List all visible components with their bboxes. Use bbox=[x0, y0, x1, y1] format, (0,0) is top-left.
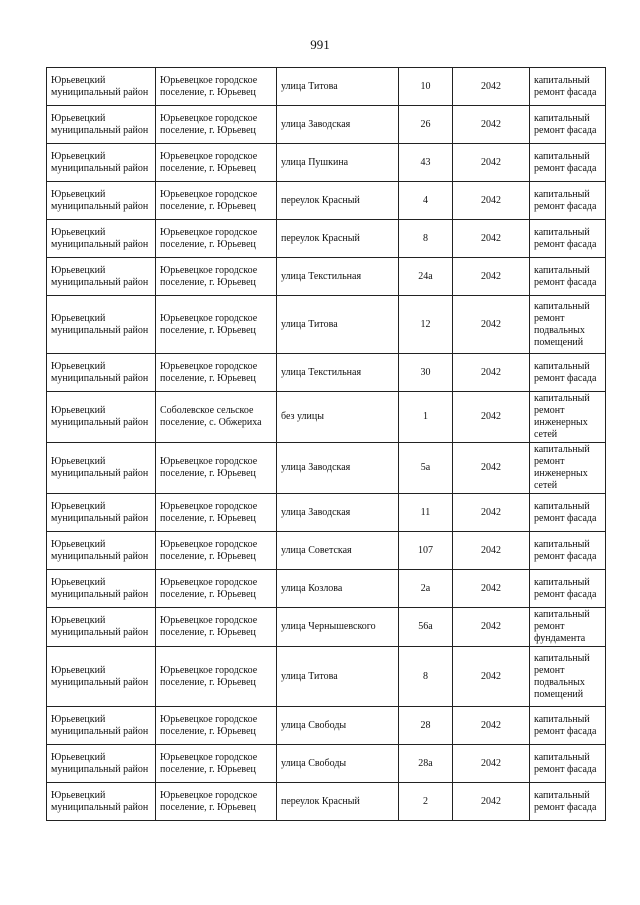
house-number-cell: 5а bbox=[399, 443, 453, 494]
table-row bbox=[47, 532, 606, 570]
year-cell: 2042 bbox=[453, 443, 530, 494]
page-number: 991 bbox=[310, 37, 330, 52]
work-type-cell: капитальный ремонт фасада bbox=[530, 532, 606, 570]
year-cell: 2042 bbox=[453, 494, 530, 532]
district-cell: Юрьевецкий муниципальный район bbox=[47, 570, 156, 608]
table-row bbox=[47, 707, 606, 745]
work-type-cell: капитальный ремонт фасада bbox=[530, 745, 606, 783]
settlement-cell: Юрьевецкое городское поселение, г. Юрьевец bbox=[156, 494, 277, 532]
district-cell: Юрьевецкий муниципальный район bbox=[47, 745, 156, 783]
year-cell: 2042 bbox=[453, 144, 530, 182]
district-cell: Юрьевецкий муниципальный район bbox=[47, 443, 156, 494]
district-cell: Юрьевецкий муниципальный район bbox=[47, 647, 156, 707]
table-row bbox=[47, 647, 606, 707]
settlement-cell: Юрьевецкое городское поселение, г. Юрьевец bbox=[156, 258, 277, 296]
table-row bbox=[47, 443, 606, 494]
work-type-cell: капитальный ремонт инженерных сетей bbox=[530, 443, 606, 494]
district-cell: Юрьевецкий муниципальный район bbox=[47, 494, 156, 532]
year-cell: 2042 bbox=[453, 783, 530, 821]
year-cell: 2042 bbox=[453, 392, 530, 443]
house-number-cell: 1 bbox=[399, 392, 453, 443]
settlement-cell: Юрьевецкое городское поселение, г. Юрьевец bbox=[156, 68, 277, 106]
district-cell: Юрьевецкий муниципальный район bbox=[47, 220, 156, 258]
work-type-cell: капитальный ремонт фасада bbox=[530, 707, 606, 745]
district-cell: Юрьевецкий муниципальный район bbox=[47, 296, 156, 354]
settlement-cell: Юрьевецкое городское поселение, г. Юрьевец bbox=[156, 707, 277, 745]
work-type-cell: капитальный ремонт фасада bbox=[530, 783, 606, 821]
street-cell: улица Текстильная bbox=[277, 354, 399, 392]
street-cell: улица Козлова bbox=[277, 570, 399, 608]
district-cell: Юрьевецкий муниципальный район bbox=[47, 144, 156, 182]
table-row bbox=[47, 106, 606, 144]
settlement-cell: Юрьевецкое городское поселение, г. Юрьевец bbox=[156, 647, 277, 707]
year-cell: 2042 bbox=[453, 106, 530, 144]
street-cell: переулок Красный bbox=[277, 182, 399, 220]
street-cell: без улицы bbox=[277, 392, 399, 443]
table-row bbox=[47, 144, 606, 182]
district-cell: Юрьевецкий муниципальный район bbox=[47, 532, 156, 570]
street-cell: улица Свободы bbox=[277, 707, 399, 745]
work-type-cell: капитальный ремонт фасада bbox=[530, 494, 606, 532]
street-cell: улица Титова bbox=[277, 68, 399, 106]
work-type-cell: капитальный ремонт фасада bbox=[530, 68, 606, 106]
street-cell: улица Титова bbox=[277, 647, 399, 707]
year-cell: 2042 bbox=[453, 258, 530, 296]
house-number-cell: 43 bbox=[399, 144, 453, 182]
street-cell: улица Пушкина bbox=[277, 144, 399, 182]
street-cell: переулок Красный bbox=[277, 220, 399, 258]
house-number-cell: 10 bbox=[399, 68, 453, 106]
table-row bbox=[47, 608, 606, 647]
settlement-cell: Юрьевецкое городское поселение, г. Юрьевец bbox=[156, 608, 277, 647]
street-cell: улица Заводская bbox=[277, 106, 399, 144]
house-number-cell: 26 bbox=[399, 106, 453, 144]
settlement-cell: Юрьевецкое городское поселение, г. Юрьевец bbox=[156, 570, 277, 608]
street-cell: улица Титова bbox=[277, 296, 399, 354]
street-cell: улица Чернышевского bbox=[277, 608, 399, 647]
district-cell: Юрьевецкий муниципальный район bbox=[47, 392, 156, 443]
year-cell: 2042 bbox=[453, 354, 530, 392]
work-type-cell: капитальный ремонт фасада bbox=[530, 220, 606, 258]
house-number-cell: 30 bbox=[399, 354, 453, 392]
work-type-cell: капитальный ремонт фасада bbox=[530, 570, 606, 608]
district-cell: Юрьевецкий муниципальный район bbox=[47, 707, 156, 745]
work-type-cell: капитальный ремонт фасада bbox=[530, 182, 606, 220]
work-type-cell: капитальный ремонт фундамента bbox=[530, 608, 606, 647]
work-type-cell: капитальный ремонт подвальных помещений bbox=[530, 647, 606, 707]
work-type-cell: капитальный ремонт фасада bbox=[530, 144, 606, 182]
year-cell: 2042 bbox=[453, 707, 530, 745]
settlement-cell: Юрьевецкое городское поселение, г. Юрьевец bbox=[156, 783, 277, 821]
year-cell: 2042 bbox=[453, 647, 530, 707]
settlement-cell: Юрьевецкое городское поселение, г. Юрьевец bbox=[156, 296, 277, 354]
house-number-cell: 28 bbox=[399, 707, 453, 745]
year-cell: 2042 bbox=[453, 182, 530, 220]
settlement-cell: Юрьевецкое городское поселение, г. Юрьевец bbox=[156, 182, 277, 220]
settlement-cell: Юрьевецкое городское поселение, г. Юрьевец bbox=[156, 106, 277, 144]
district-cell: Юрьевецкий муниципальный район bbox=[47, 354, 156, 392]
table-row bbox=[47, 570, 606, 608]
house-number-cell: 2а bbox=[399, 570, 453, 608]
street-cell: улица Текстильная bbox=[277, 258, 399, 296]
table-row bbox=[47, 296, 606, 354]
year-cell: 2042 bbox=[453, 220, 530, 258]
house-number-cell: 2 bbox=[399, 783, 453, 821]
street-cell: улица Советская bbox=[277, 532, 399, 570]
table-row bbox=[47, 494, 606, 532]
year-cell: 2042 bbox=[453, 532, 530, 570]
settlement-cell: Юрьевецкое городское поселение, г. Юрьевец bbox=[156, 532, 277, 570]
work-type-cell: капитальный ремонт фасада bbox=[530, 354, 606, 392]
table-row bbox=[47, 392, 606, 443]
settlement-cell: Юрьевецкое городское поселение, г. Юрьевец bbox=[156, 144, 277, 182]
house-number-cell: 4 bbox=[399, 182, 453, 220]
work-type-cell: капитальный ремонт подвальных помещений bbox=[530, 296, 606, 354]
work-type-cell: капитальный ремонт фасада bbox=[530, 258, 606, 296]
table-body bbox=[47, 68, 606, 821]
street-cell: улица Заводская bbox=[277, 443, 399, 494]
district-cell: Юрьевецкий муниципальный район bbox=[47, 608, 156, 647]
settlement-cell: Соболевское сельское поселение, с. Обжериха bbox=[156, 392, 277, 443]
table-row bbox=[47, 258, 606, 296]
work-type-cell: капитальный ремонт инженерных сетей bbox=[530, 392, 606, 443]
district-cell: Юрьевецкий муниципальный район bbox=[47, 258, 156, 296]
table-row bbox=[47, 745, 606, 783]
district-cell: Юрьевецкий муниципальный район bbox=[47, 106, 156, 144]
street-cell: улица Заводская bbox=[277, 494, 399, 532]
year-cell: 2042 bbox=[453, 570, 530, 608]
table-row bbox=[47, 220, 606, 258]
street-cell: переулок Красный bbox=[277, 783, 399, 821]
house-number-cell: 24а bbox=[399, 258, 453, 296]
repair-schedule-table bbox=[46, 67, 606, 821]
table-row bbox=[47, 354, 606, 392]
settlement-cell: Юрьевецкое городское поселение, г. Юрьевец bbox=[156, 354, 277, 392]
house-number-cell: 8 bbox=[399, 647, 453, 707]
house-number-cell: 28а bbox=[399, 745, 453, 783]
house-number-cell: 11 bbox=[399, 494, 453, 532]
year-cell: 2042 bbox=[453, 68, 530, 106]
house-number-cell: 107 bbox=[399, 532, 453, 570]
house-number-cell: 12 bbox=[399, 296, 453, 354]
district-cell: Юрьевецкий муниципальный район bbox=[47, 182, 156, 220]
year-cell: 2042 bbox=[453, 745, 530, 783]
house-number-cell: 56а bbox=[399, 608, 453, 647]
street-cell: улица Свободы bbox=[277, 745, 399, 783]
settlement-cell: Юрьевецкое городское поселение, г. Юрьевец bbox=[156, 220, 277, 258]
district-cell: Юрьевецкий муниципальный район bbox=[47, 783, 156, 821]
year-cell: 2042 bbox=[453, 296, 530, 354]
settlement-cell: Юрьевецкое городское поселение, г. Юрьевец bbox=[156, 745, 277, 783]
district-cell: Юрьевецкий муниципальный район bbox=[47, 68, 156, 106]
settlement-cell: Юрьевецкое городское поселение, г. Юрьевец bbox=[156, 443, 277, 494]
table-row bbox=[47, 783, 606, 821]
table-row bbox=[47, 68, 606, 106]
house-number-cell: 8 bbox=[399, 220, 453, 258]
table-row bbox=[47, 182, 606, 220]
year-cell: 2042 bbox=[453, 608, 530, 647]
work-type-cell: капитальный ремонт фасада bbox=[530, 106, 606, 144]
